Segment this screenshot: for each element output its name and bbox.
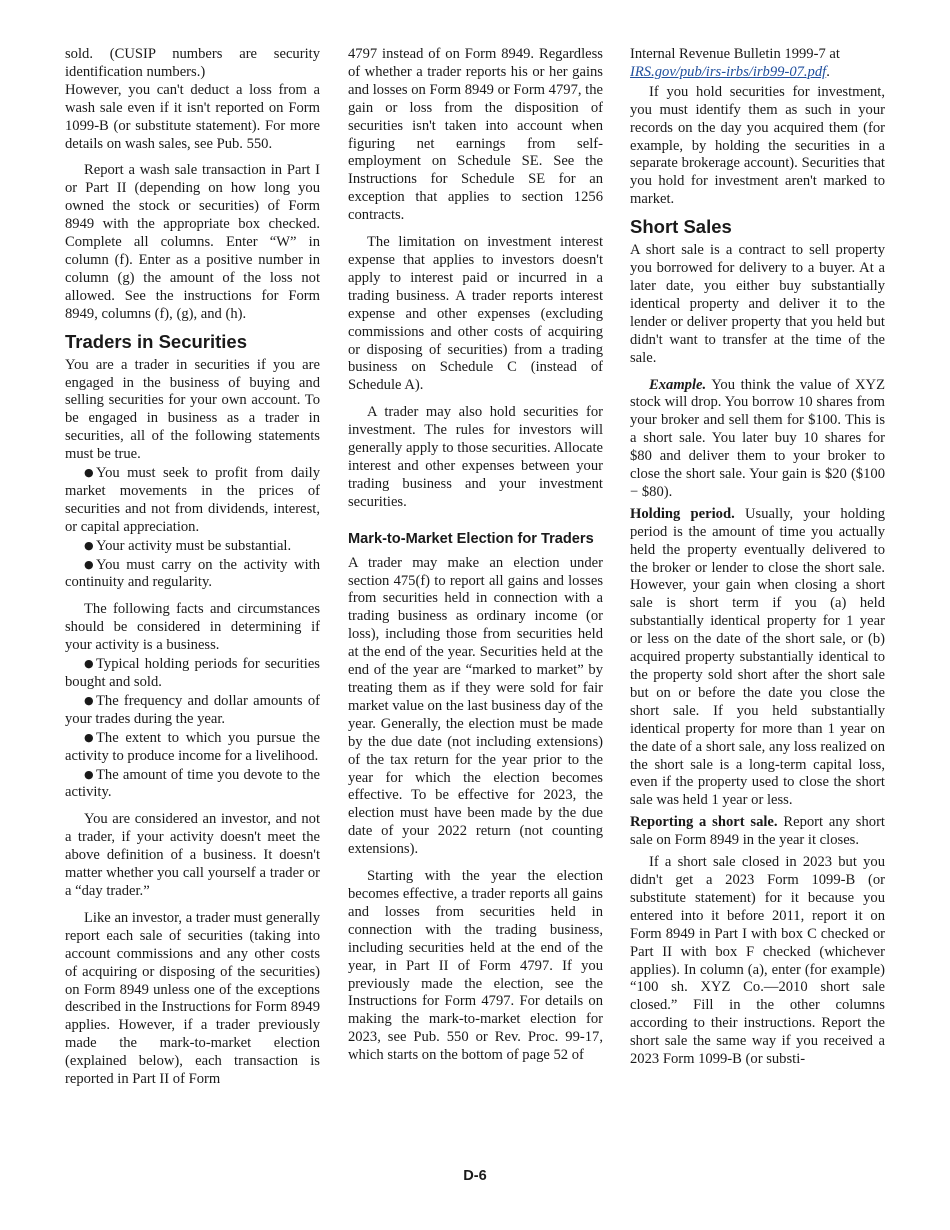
bullet-item: ● The amount of time you devote to the activity. (65, 766, 320, 801)
paragraph: The following facts and circumstances should be considered in determining if your activity is a business. (65, 601, 320, 654)
bullet-item: ● Your activity must be substantial. (84, 537, 292, 554)
bullet-icon: ● (84, 557, 94, 571)
bullet-icon: ● (84, 767, 94, 781)
paragraph: If you hold securities for investment, you must identify them as such in your records on the day you acquired them (for example, by holding the securities in a separate brokerage account). Securities that you hold for investment aren't marked to market. (630, 83, 885, 208)
column-middle (348, 46, 603, 1065)
paragraph: 4797 instead of on Form 8949. Regardless of whether a trader reports his or her gains and losses on Form 8949 or Form 4797, the gain or loss from the disposition of securities isn't taken into account when figuring net earnings from self-employment on Schedule SE. See the Instructions for Schedule SE for an exception that applies to section 1256 contracts. (348, 46, 603, 224)
bullet-item: ● You must carry on the activity with continuity and regularity. (65, 556, 320, 591)
bullet-icon: ● (84, 538, 94, 552)
bullet-item: ● Typical holding periods for securities bought and sold. (65, 656, 320, 690)
paragraph: Holding period. Usually, your holding period is the amount of time you actually held the property eventually delivered to the broker or lender to close the short sale. However, your gain when closing a short sale is short term if you (a) held substantially identical property for 1 year or less on the date of the short sale, or (b) acquired property substantially identical to the property sold short after the short sale but on or before the date you close the short sale. If you held substantially identical property for more than 1 year on the date of a short sale, any loss realized on the short sale is a long-term capital loss, even if the property used to close the short sale was held 1 year or less. (630, 505, 885, 809)
paragraph: However, you can't deduct a loss from a wash sale even if it isn't reported on Form 1099-B (or substitute statement). For more details on wash sales, see Pub. 550. (65, 81, 320, 152)
paragraph: Internal Revenue Bulletin 1999-7 at IRS.gov/pub/irs-irbs/irb99-07.pdf. (630, 46, 840, 80)
bullet-icon: ● (84, 657, 94, 671)
paragraph: A trader may also hold securities for investment. The rules for investors will generally apply to those securities. Allocate interest and other expenses between your trading business and your investment securities. (348, 404, 603, 510)
paragraph: sold. (CUSIP numbers are security identification numbers.) (65, 46, 320, 80)
run-in-label: Example. (649, 376, 707, 393)
subsection-heading: Mark-to-Market Election for Traders (348, 530, 594, 547)
paragraph: Reporting a short sale. Report any short sale on Form 8949 in the year it closes. (630, 814, 885, 849)
run-in-label: Reporting a short sale. (630, 814, 778, 831)
paragraph: Like an investor, a trader must generally report each sale of securities (taking into account commissions and any other costs of acquiring or disposing of the securities) on Form 8949 unless one of the exceptions described in the Instructions for Form 8949 applies. However, if a trader previously made the mark-to-market election (explained below), each transaction is reported in Part II of Form (65, 909, 320, 1088)
paragraph: Example. You think the value of XYZ stock will drop. You borrow 10 shares from your broker and sell them for $100. This is a short sale. You later buy 10 shares for $80 and deliver them to your broker to close the short sale. Your gain is $20 ($100 − $80). (630, 376, 886, 500)
paragraph: A short sale is a contract to sell property you borrowed for delivery to a buyer. At a later date, you either buy substantially identical property and deliver it to the lender or deliver property that you held but didn't want to transfer at the time of the sale. (630, 242, 885, 366)
irb-link[interactable]: IRS.gov/pub/irs-irbs/irb99-07.pdf (630, 63, 827, 80)
run-in-label: Holding period. (630, 505, 735, 522)
bullet-item: ● The frequency and dollar amounts of your trades during the year. (65, 692, 320, 727)
section-heading: Traders in Securities (65, 330, 248, 352)
section-heading: Short Sales (630, 216, 732, 238)
column-right (630, 46, 885, 1069)
paragraph: You are a trader in securities if you are engaged in the business of buying and selling securities for your own account. To be engaged in business as a trader in securities, all of the following statements must be true. (65, 356, 320, 463)
paragraph: If a short sale closed in 2023 but you didn't get a 2023 Form 1099-B (or substitute statement) for it because you entered into it before 2011, report it on Form 8949 in Part I with box C checked or Part II with box F checked (whichever applies). In column (a), enter (for example) “100 sh. XYZ Co.—2010 short sale closed.” Fill in the other columns according to their instructions. Report the short sale the same way if you received a 2023 Form 1099-B (or substi- (630, 854, 885, 1068)
paragraph: You are considered an investor, and not a trader, if your activity doesn't meet the above definition of a business. It doesn't matter whether you call yourself a trader or a “day trader.” (65, 811, 320, 899)
bullet-icon: ● (84, 466, 94, 480)
paragraph: The limitation on investment interest expense that applies to investors doesn't apply to interest paid or incurred in a trading business. A trader reports interest expense and other expenses (excluding commissions and other costs of acquiring or disposing of securities) from a trading business on Schedule C (instead of Schedule A). (348, 234, 603, 394)
bullet-icon: ● (84, 730, 94, 744)
column-left (65, 46, 320, 1089)
page-number: D-6 (463, 1168, 487, 1184)
paragraph: Report a wash sale transaction in Part I or Part II (depending on how long you owned the stock or securities) of Form 8949 with the appropriate box checked. Complete all columns. Enter “W” in column (f). Enter as a positive number in column (g) the amount of the loss not allowed. See the instructions for Form 8949, columns (f), (g), and (h). (65, 162, 320, 322)
bullet-icon: ● (84, 693, 94, 707)
bullet-item: ● You must seek to profit from daily market movements in the prices of securities and not from dividends, interest, or capital appreciation. (65, 465, 320, 535)
bullet-item: ● The extent to which you pursue the activity to produce income for a livelihood. (65, 729, 320, 764)
paragraph: Starting with the year the election becomes effective, a trader reports all gains and losses from securities held in connection with the trading business, including securities held at the end of the year, in Part II of Form 4797. If you previously made the election, see the Instructions for Form 4797. For details on making the mark-to-market election for 2023, see Pub. 550 or Rev. Proc. 99-17, which starts on the bottom of page 52 of (348, 868, 603, 1064)
paragraph: A trader may make an election under section 475(f) to report all gains and losses from securities held in connection with a trading business as ordinary income (or loss), including those from securities held at the end of the year. Securities held at the end of the year are “marked to market” by treating them as if they were sold for fair market value on the last business day of the year. Generally, the election must be made by the due date (not including extensions) of the tax return for the year prior to the year for which the election becomes effective. To be effective for 2023, the election must have been made by the due date of your 2022 return (not counting extensions). (348, 554, 603, 858)
